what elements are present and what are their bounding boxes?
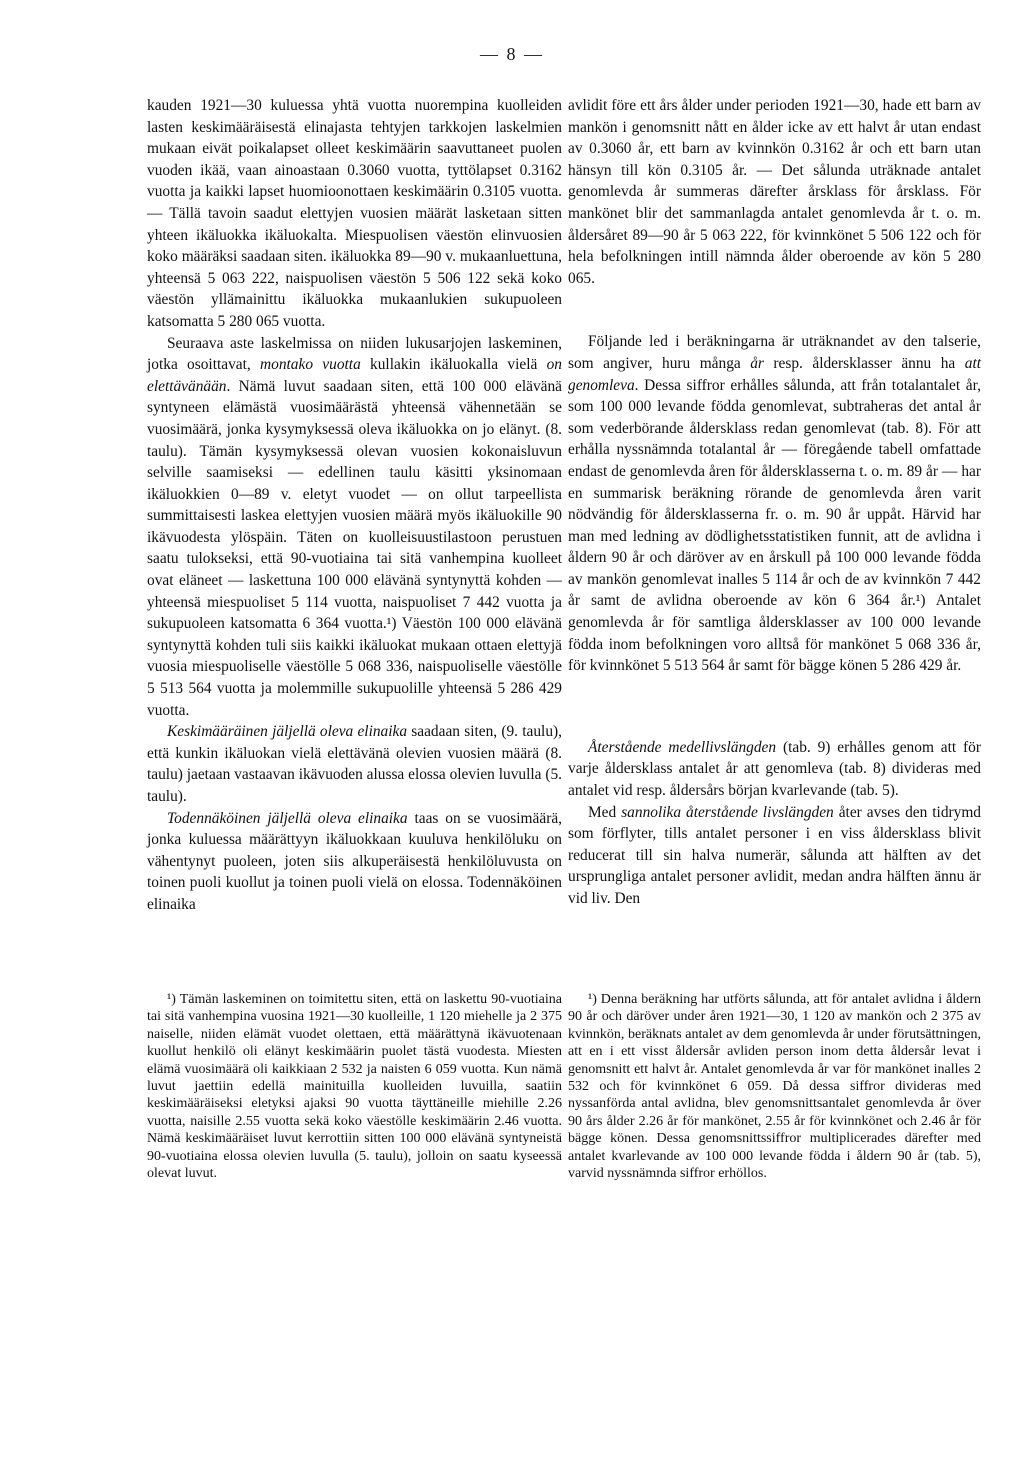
sv-p3-text: (tab. 9) erhålles genom att för varje åldersklass antalet år att genomleva (tab. 8) divideras med antalet vid resp. åldersårs början kvarlevande (tab. 5). [568, 738, 981, 800]
fi-p3-text: saadaan siten, (9. taulu), että kunkin ikäluokan vielä elettävänä olevien vuosien määrä (8. taulu) jaetaan vastaavan ikävuoden alussa elossa olevien luvulla (5. taulu). [147, 723, 562, 805]
sv-p3-italic: Återstående medellivslängden [588, 738, 777, 756]
sv-gap-1 [568, 289, 981, 331]
swedish-column [568, 95, 981, 910]
fi-p3-italic: Keskimääräinen jäljellä oleva elinaika [167, 723, 408, 741]
sv-paragraph-4 [568, 802, 981, 910]
finnish-footnote [147, 991, 562, 1182]
sv-paragraph-2 [568, 331, 981, 677]
fi-p2-text-b: kullakin ikäluokalla vielä [360, 356, 547, 374]
fi-p2-italic-2: on elettävänään [147, 356, 562, 395]
fi-p2-italic-1: montako vuotta [260, 356, 361, 374]
sv-p2-italic-1: år [750, 354, 764, 372]
sv-p4-text: åter avses den tidrymd som förflyter, tills antalet personer i en viss åldersklass blivit reducerat till sin halva numerär, sålunda att hälften av det ursprungliga antalet personer avlidit, medan andra hälften ännu är vid liv. Den [568, 803, 981, 907]
fi-paragraph-2 [147, 333, 562, 722]
fi-p2-text-a: Seuraava aste laskelmissa on niiden lukusarjojen laskeminen, jotka osoittavat, [147, 334, 562, 374]
fi-p2-text-c: . Nämä luvut saadaan siten, että 100 000 elävänä syntyneen elämästä vuosimäärästä yhteensä vähennetään se vuosimäärä, jonka kysymyksessä oleva ikäluokka on jo elänyt. (8. taulu). Tämän kysymyksessä olevan vuosien kokonaisluvun selville saamiseksi — edellinen taulu käsitti yksinomaan ikäluokkien 0—89 v. eletyt vuodet — on ollut tarpeellista summittaisesti laskea elettyjen vuosien määrä myös ikäluokille 90 ikävuodesta ylöspäin. Täten on kuolleisuustilastoon perustuen saatu tulokseksi, että 90-vuotiaina tai sitä vanhempina kuolleet ovat eläneet — laskettuna 100 000 elävänä syntynyttä kohden — yhteensä miespuoliset 5 114 vuotta, naispuoliset 7 442 vuotta ja sukupuoleen katsomatta 6 364 vuotta.¹) Väestön 100 000 elävänä syntynyttä kohden tuli siis kaikki ikäluokat mukaan ottaen elettyjä vuosia miespuoliselle väestölle 5 068 336, naispuoliselle väestölle 5 513 564 vuotta ja molemmille sukupuolille yhteensä 5 286 429 vuotta. [147, 377, 562, 719]
fi-footnote-text: ¹) Tämän laskeminen on toimitettu siten, että on laskettu 90-vuotiaina tai sitä vanhempina vuosina 1921—30 kuolleille, 1 120 miehelle ja 2 375 naiselle, niiden elämät vuodet olettaen, että määrättynä ikävuotenaan kuollut henkilö oli elänyt keskimäärin puolet tästä vuodesta. Miesten elämä vuosimäärä oli kaikkiaan 2 532 ja naisten 6 059 vuotta. Kun nämä luvut jaettiin edellä mainituilla kuolleiden luvuilla, saatiin keskimääräiseksi eletyksi ajaksi 90 vuotta täyttäneille miehille 2.26 vuotta, naisille 2.55 vuotta sekä koko väestölle keskimäärin 2.46 vuotta. Nämä keskimääräiset luvut kerrottiin sitten 100 000 elävänä syntyneistä 90-vuotiaina elossa olevien luvulla (5. taulu), jolloin on saatu kyseessä olevat luvut. [147, 992, 562, 1182]
page-number: — 8 — [480, 44, 544, 64]
sv-p2-text-b: resp. åldersklasser ännu ha [763, 354, 965, 372]
fi-paragraph-4 [147, 808, 562, 916]
swedish-footnote [568, 991, 981, 1182]
sv-paragraph-1: avlidit före ett års ålder under perioden 1921—30, hade ett barn av mankön i genomsnitt nått en ålder icke av ett halvt år utan endast av 0.3060 år, ett barn av kvinnkön 0.3162 år och ett barn utan hänsyn till kön 0.3105 år. — Det sålunda uträknade antalet genomlevda år summeras därefter årsklass för årsklass. För mankönet blir det sammanlagda antalet genomlevda år t. o. m. åldersåret 89—90 år 5 063 222, för kvinnkönet 5 506 122 och för hela befolkningen intill nämnda ålder oberoende av kön 5 280 065. [568, 97, 981, 287]
fi-paragraph-3 [147, 721, 562, 807]
sv-footnote-text: ¹) Denna beräkning har utförts sålunda, att för antalet avlidna i åldern 90 år och däröver under åren 1921—30, 1 120 av mankön och 2 375 av kvinnkön, beräknats antalet av dem genomlevda år under förutsättningen, att en i ett visst åldersår avliden person inom detta åldersår levat i genomsnitt ett halvt år. Antalet genomlevda år var för mankönet inalles 2 532 och för kvinnkönet 6 059. Då dessa siffror divideras med nyssanförda antal avlidna, blev genomsnittsantalet genomlevda år över 90 års ålder 2.26 år för mankönet, 2.55 år för kvinnkönet och 2.46 år för bägge könen. Dessa genomsnittssiffror multiplicerades därefter med antalet kvarlevande av 100 000 levande födda i åldern 90 år (tab. 5), varvid nyssnämnda siffror erhöllos. [568, 992, 981, 1182]
finnish-column [147, 95, 562, 916]
sv-p2-italic-2: att genomleva [568, 354, 981, 394]
sv-paragraph-3 [568, 737, 981, 802]
sv-gap-2 [568, 677, 981, 737]
fi-p4-text: taas on se vuosimäärä, jonka kuluessa määrättyyn ikäluokkaan kuuluva henkilöluku on vähentynyt puoleen, joten siis alkuperäisestä henkilöluvusta on toinen puoli kuollut ja toinen puoli vielä on elossa. Todennäköinen elinaika [147, 809, 562, 913]
fi-paragraph-1: kauden 1921—30 kuluessa yhtä vuotta nuorempina kuolleiden lasten keskimääräisestä elinajasta tehtyjen tarkkojen laskelmien mukaan eivät poikalapset olleet keskimäärin saavuttaneet puolen vuoden ikää, vaan ainoastaan 0.3060 vuotta, tyttölapset 0.3162 vuotta ja kaikki lapset huomioonottaen keskimäärin 0.3105 vuotta. — Tällä tavoin saadut elettyjen vuosien määrät lasketaan sitten yhteen ikäluokka ikäluokalta. Miespuolisen väestön elinvuosien koko määräksi saadaan siten. ikäluokka 89—90 v. mukaanluettuna, yhteensä 5 063 222, naispuolisen väestön 5 506 122 sekä koko väestön yllämainittu ikäluokka mukaanlukien sukupuoleen katsomatta 5 280 065 vuotta. [147, 97, 562, 330]
sv-p4-text-a: Med [588, 803, 622, 821]
sv-p4-italic: sannolika återstående livslängden [621, 803, 834, 821]
sv-p2-text-a: Följande led i beräkningarna är uträknandet av den talserie, som angiver, huru många [568, 333, 981, 372]
fi-p4-italic: Todennäköinen jäljellä oleva elinaika [167, 809, 408, 827]
sv-p2-text-c: . Dessa siffror erhålles sålunda, att från totalantalet år, som 100 000 levande födda genomlevat, subtraheras det antal år som vederbörande åldersklass redan genomlevat (tab. 8). För att erhålla nyssnämnda totalantal år — föregående tabell omfattade endast de genomlevda åren för åldersklasserna t. o. m. 89 år — har en summarisk beräkning rörande de genomlevda åren varit nödvändig för åldersklasserna fr. o. m. 90 år uppåt. Härvid har man med ledning av dödlighetsstatistiken funnit, att de avlidna i åldern 90 år och däröver av en årskull på 100 000 levande födda av mankön genomlevat inalles 5 114 år och de av kvinnkön 7 442 år samt de avlidna oberoende av kön 6 364 år.¹) Antalet genomlevda år för samtliga åldersklasser av 100 000 levande födda inom befolkningen voro alltså för mankönet 5 068 336 år, för kvinnkönet 5 513 564 år samt för bägge könen 5 286 429 år. [568, 376, 981, 675]
